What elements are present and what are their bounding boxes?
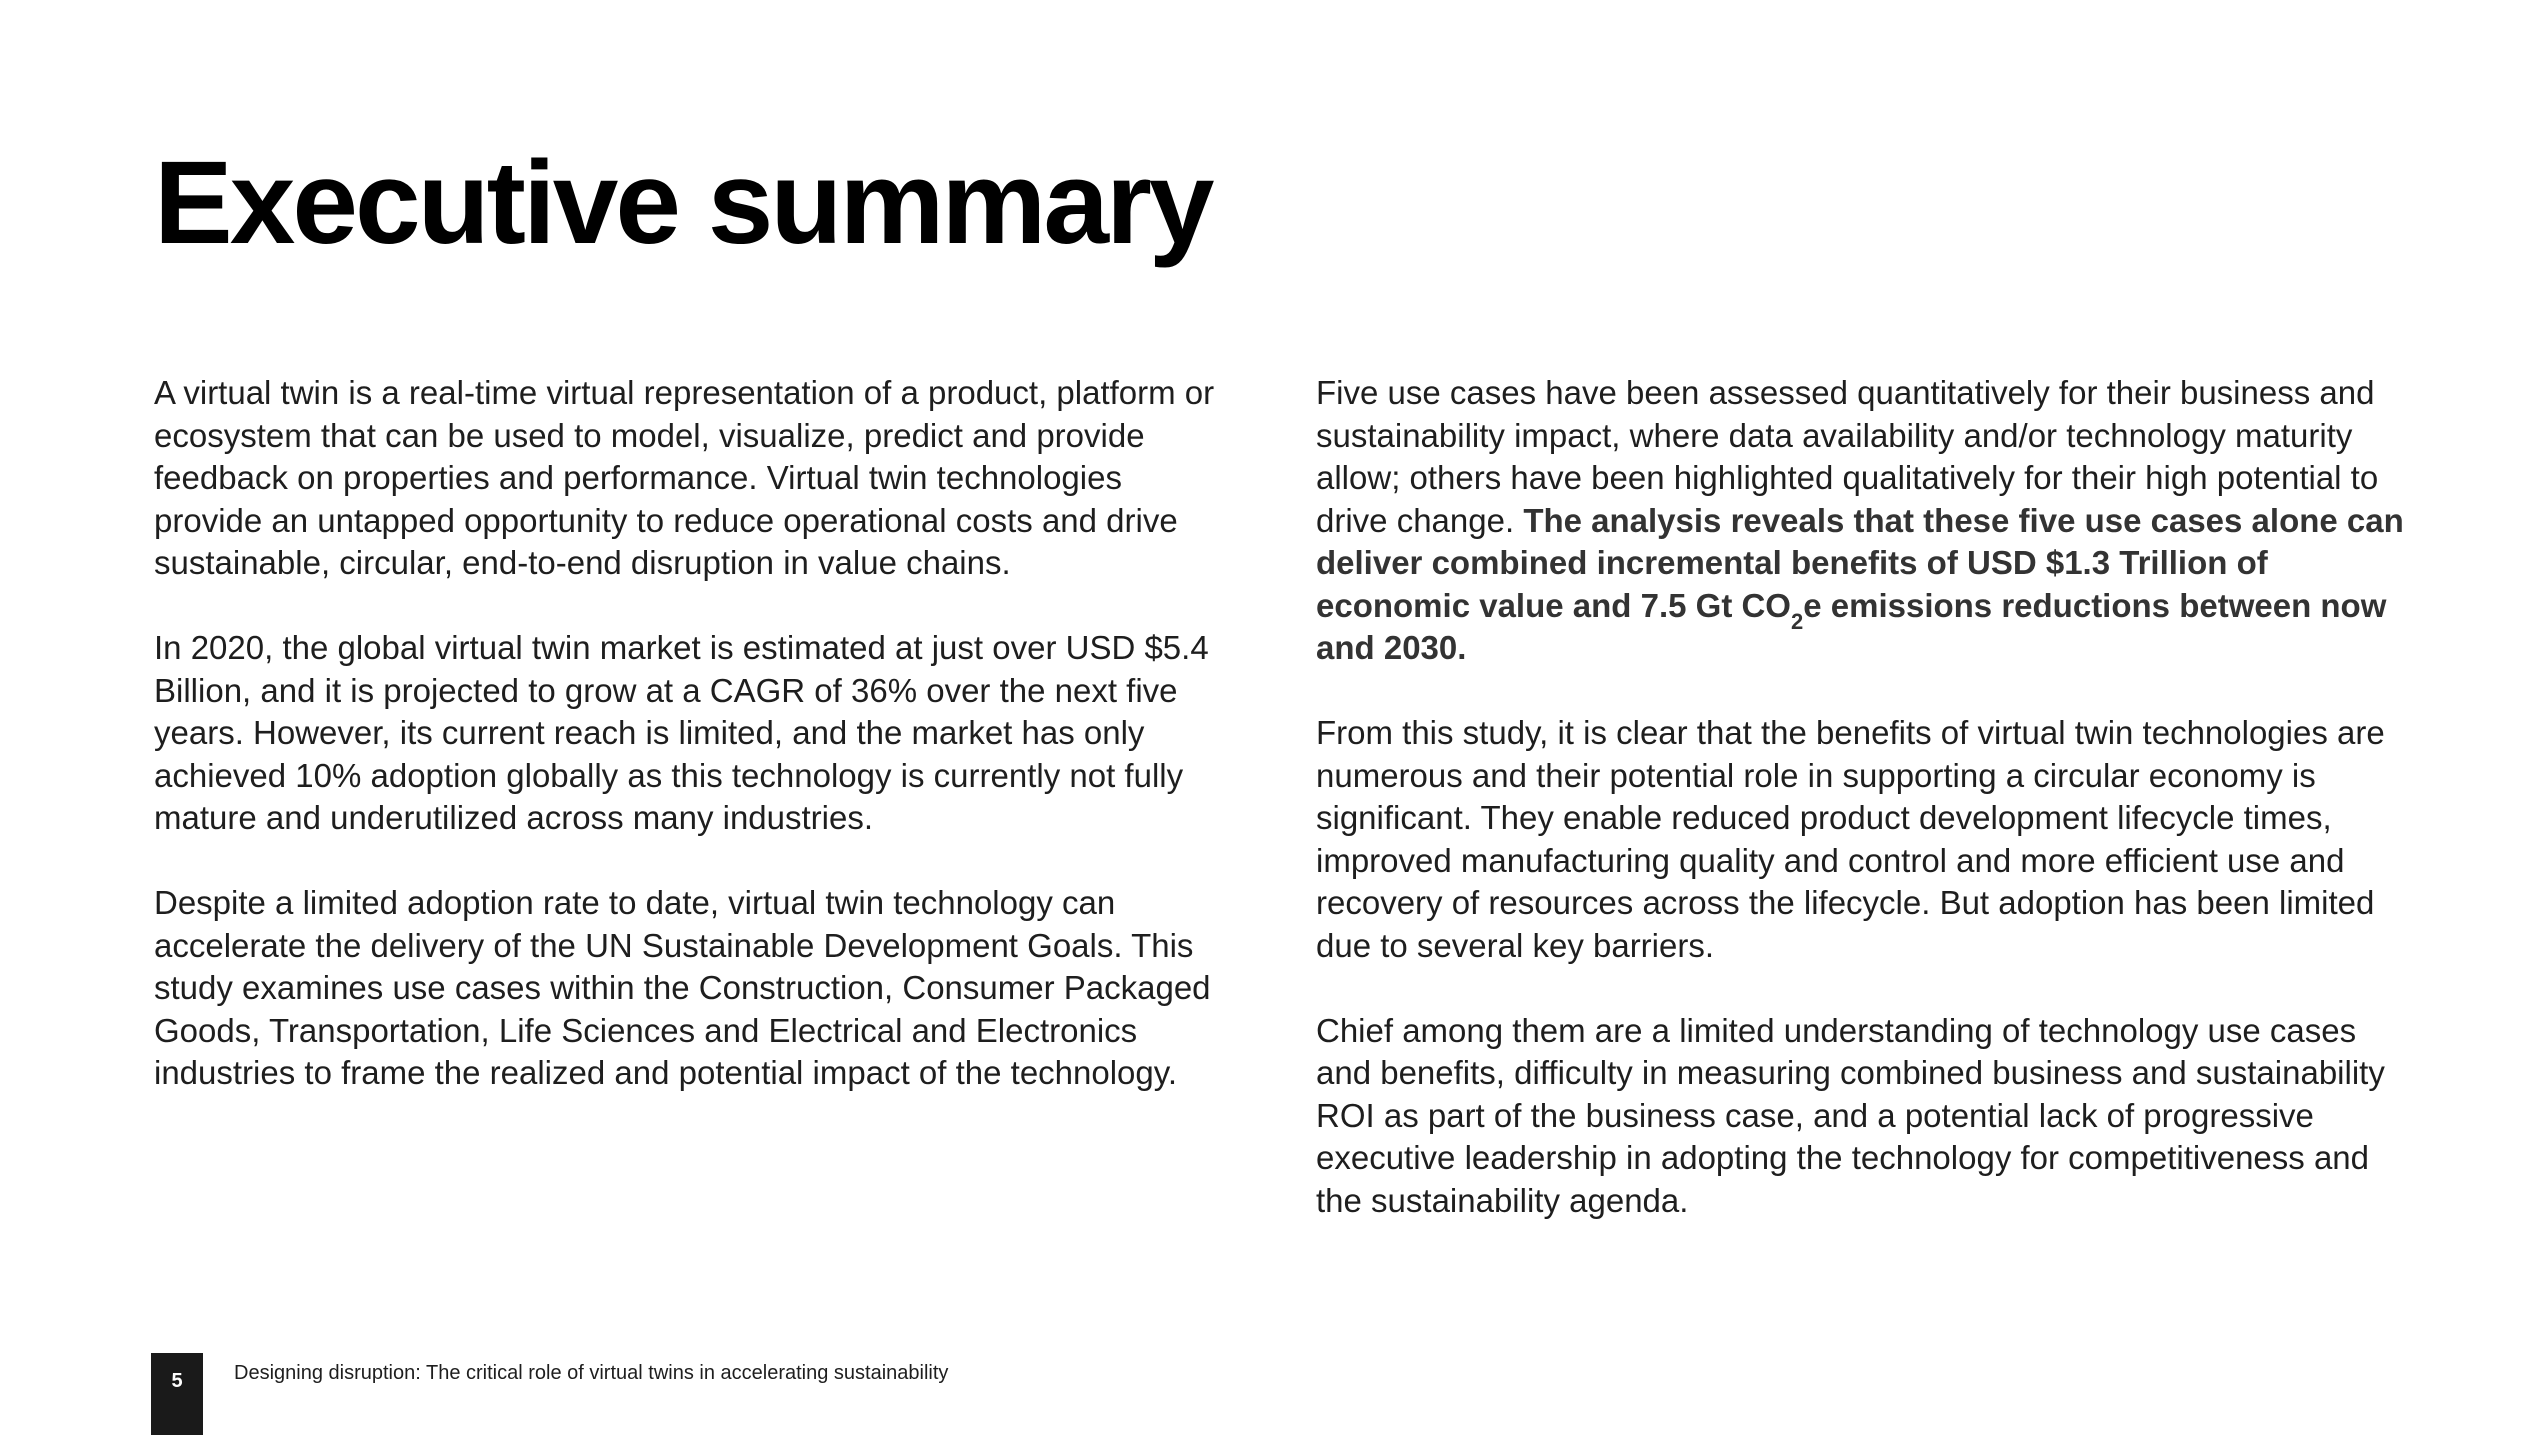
page-number: 5 bbox=[171, 1370, 183, 1392]
right-column bbox=[1316, 372, 2406, 1222]
key-finding-text-a: The analysis reveals that these five use cases alone can deliver combined incremental benefits of USD $1.3 Trillion of economic value and 7.5 Gt CO bbox=[1316, 501, 2404, 624]
right-paragraph-1 bbox=[1316, 372, 2406, 670]
right-paragraph-3: Chief among them are a limited understanding of technology use cases and benefits, difficulty in measuring combined business and sustainability ROI as part of the business case, and a potential lack of progressive executive leadership in adopting the technology for competitiveness and the sustainability agenda. bbox=[1316, 1011, 2385, 1219]
footer-document-title: Designing disruption: The critical role of virtual twins in accelerating sustainability bbox=[234, 1362, 949, 1384]
key-finding-text-b: e emissions reductions between now and 2030. bbox=[1316, 586, 2387, 666]
co2-subscript: 2 bbox=[1790, 608, 1804, 634]
right-paragraph-2: From this study, it is clear that the benefits of virtual twin technologies are numerous and their potential role in supporting a circular economy is significant. They enable reduced product development lifecycle times, improved manufacturing quality and control and more efficient use and recovery of resources across the lifecycle. But adoption has been limited due to several key barriers. bbox=[1316, 714, 2385, 964]
page-number-box bbox=[151, 1353, 203, 1435]
left-paragraph-2: In 2020, the global virtual twin market is estimated at just over USD $5.4 Billion, and it is projected to grow at a CAGR of 36% over the next five years. However, its current reach is limited, and the market has only achieved 10% adoption globally as this technology is currently not fully mature and underutilized across many industries. bbox=[154, 629, 1209, 836]
right-paragraph-1-intro: Five use cases have been assessed quantitatively for their business and sustainability impact, where data availability and/or technology maturity allow; others have been highlighted qualitatively for their high potential to drive change. bbox=[1316, 374, 2379, 539]
page-title: Executive summary bbox=[154, 137, 1212, 269]
left-paragraph-1: A virtual twin is a real-time virtual representation of a product, platform or ecosystem that can be used to model, visualize, predict and provide feedback on properties and performance. Virtual twin technologies provide an untapped opportunity to reduce operational costs and drive sustainable, circular, end-to-end disruption in value chains. bbox=[154, 374, 1215, 581]
left-paragraph-3: Despite a limited adoption rate to date, virtual twin technology can accelerate the delivery of the UN Sustainable Development Goals. This study examines use cases within the Construction, Consumer Packaged Goods, Transportation, Life Sciences and Electrical and Electronics industries to frame the realized and potential impact of the technology. bbox=[154, 884, 1211, 1091]
left-column bbox=[154, 372, 1234, 1095]
